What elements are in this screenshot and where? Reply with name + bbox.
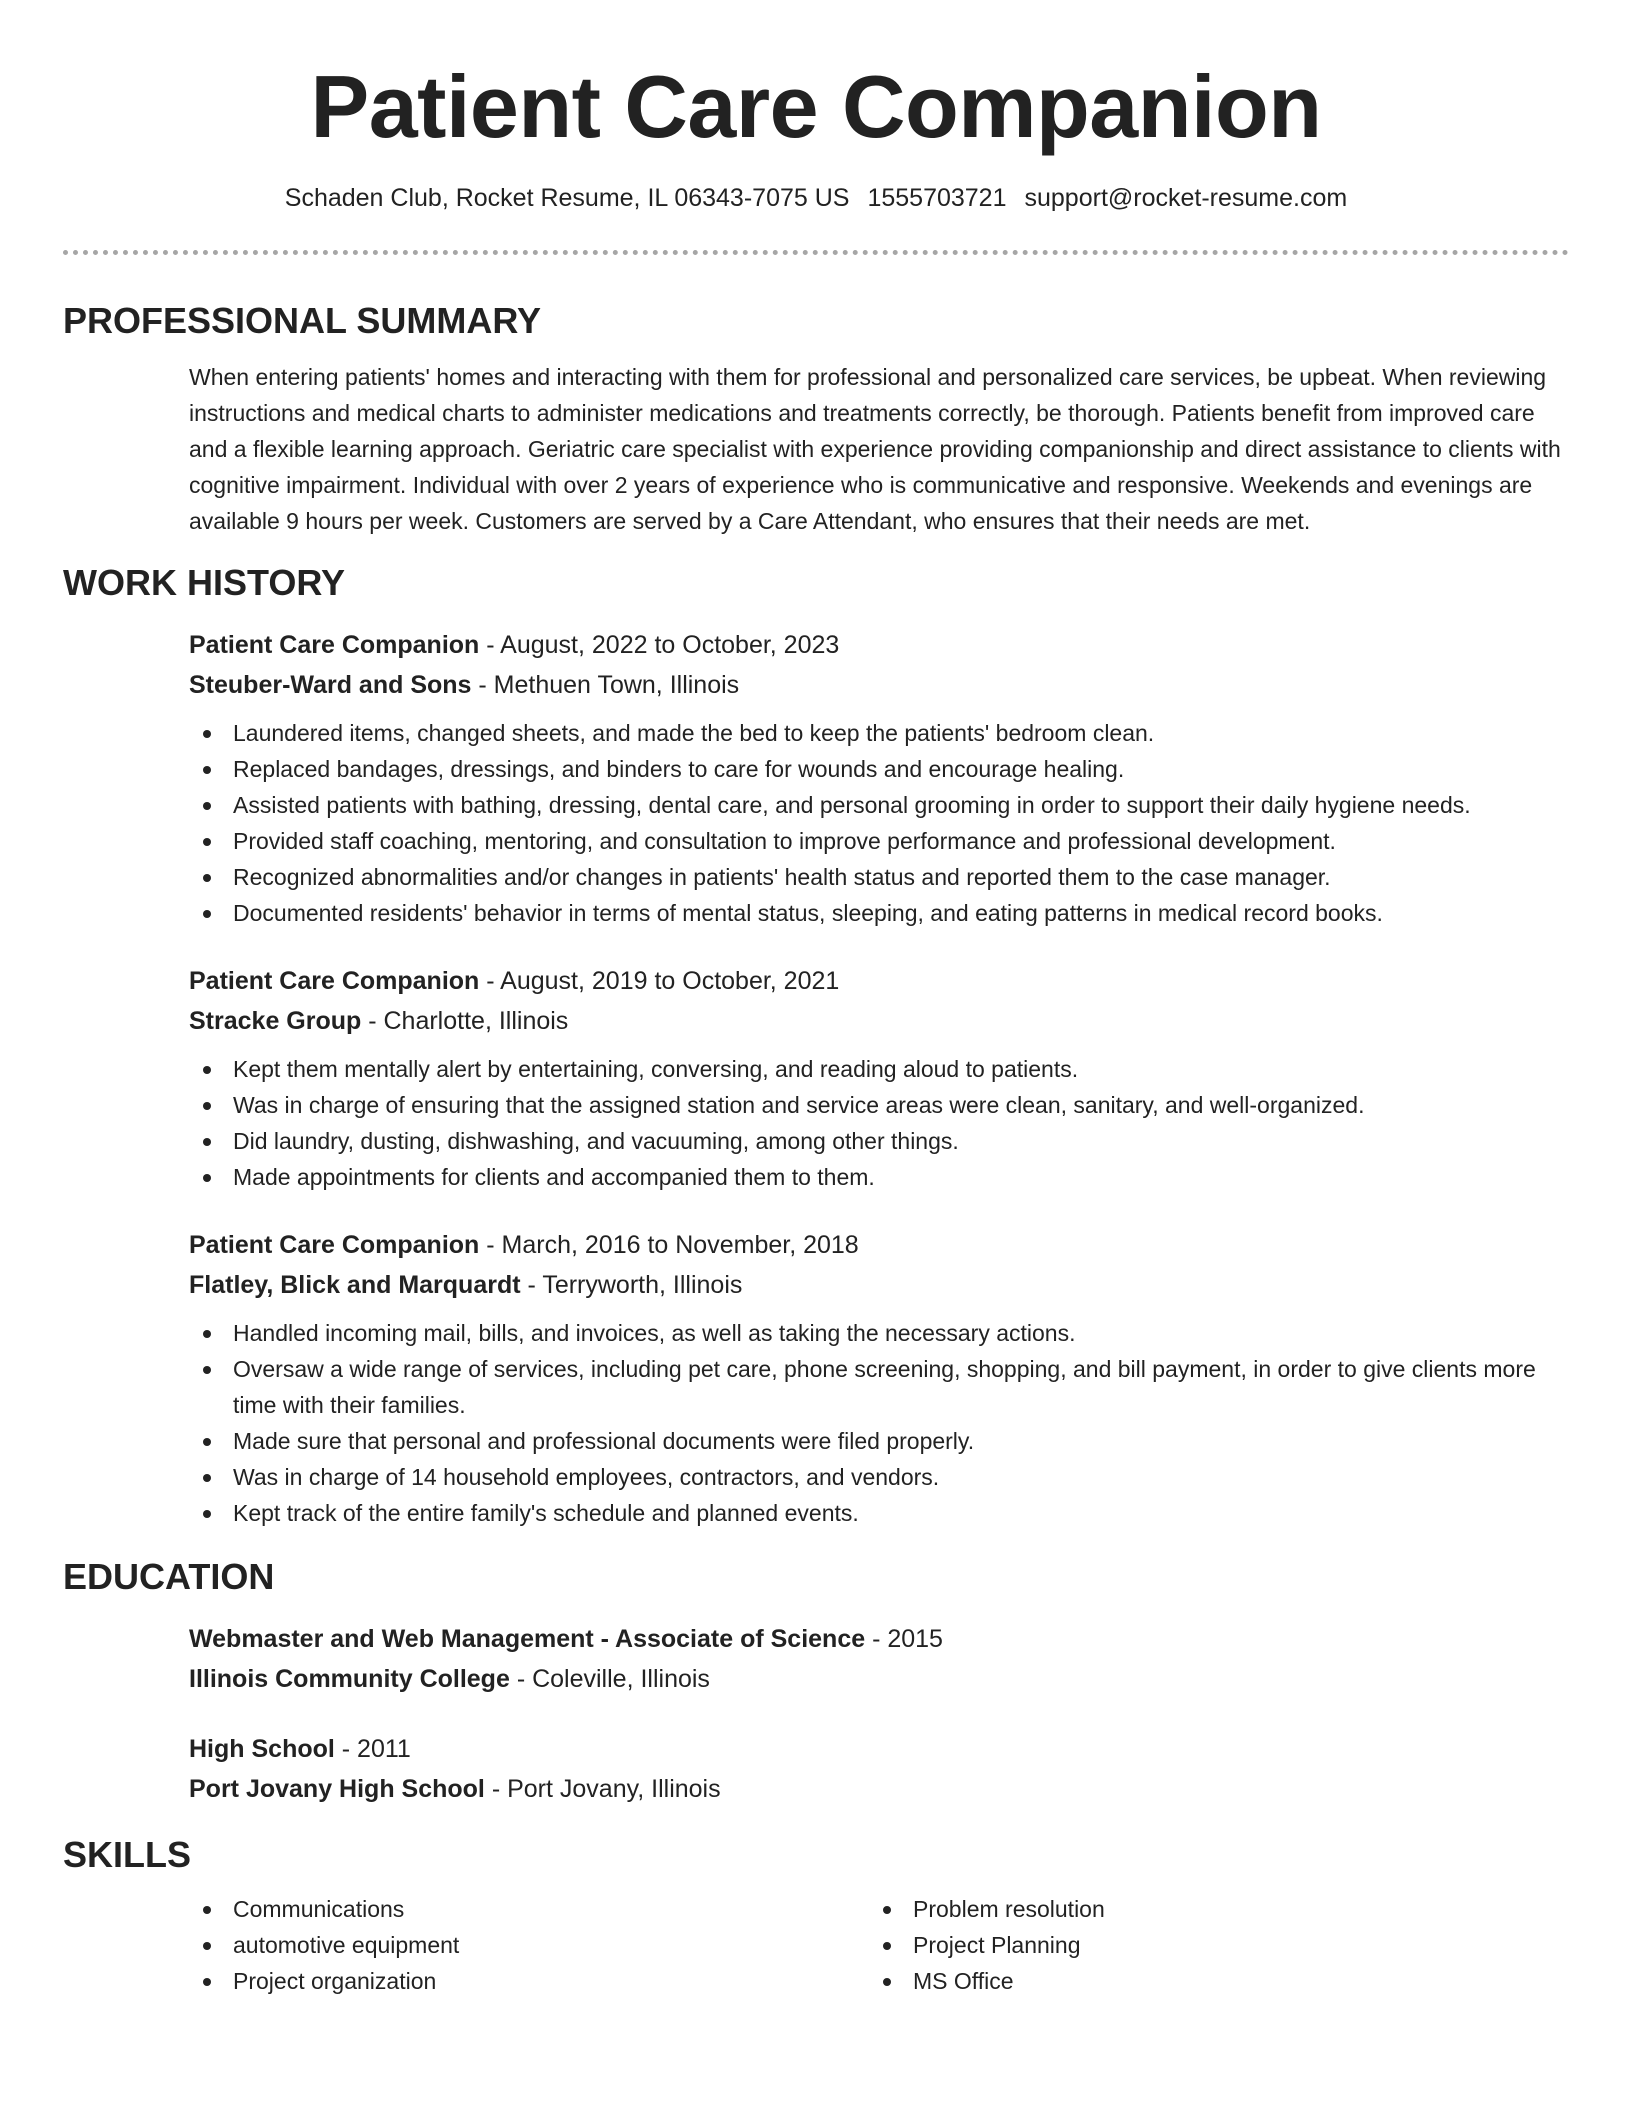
- list-item: Made sure that personal and professional documents were filed properly.: [233, 1423, 1569, 1459]
- list-item: Laundered items, changed sheets, and made the bed to keep the patients' bedroom clean.: [233, 715, 1569, 751]
- education-school-line: [189, 1769, 1569, 1809]
- education-entry: [189, 1729, 1569, 1809]
- contact-email: support@rocket-resume.com: [1024, 184, 1348, 212]
- job-company-line: [189, 665, 1569, 705]
- job-location: - Methuen Town, Illinois: [471, 671, 740, 699]
- list-item: Was in charge of ensuring that the assigned station and service areas were clean, sanitary, and well-organized.: [233, 1087, 1569, 1123]
- education-school: Illinois Community College: [189, 1665, 510, 1693]
- section-title-summary: PROFESSIONAL SUMMARY: [63, 300, 542, 341]
- education-location: - Port Jovany, Illinois: [484, 1775, 721, 1803]
- section-title-education: EDUCATION: [63, 1556, 275, 1597]
- list-item: Handled incoming mail, bills, and invoices, as well as taking the necessary actions.: [233, 1315, 1569, 1351]
- job-title-line: [189, 961, 1569, 1001]
- resume-name: Patient Care Companion: [310, 57, 1322, 156]
- list-item: Problem resolution: [913, 1891, 1569, 1927]
- skills-list: [189, 1891, 1569, 1999]
- education-degree: Webmaster and Web Management - Associate of Science: [189, 1625, 866, 1653]
- job-role: Patient Care Companion: [189, 631, 480, 659]
- list-item: Oversaw a wide range of services, including pet care, phone screening, shopping, and bill payment, in order to give clients more time with their families.: [233, 1351, 1569, 1423]
- list-item: Communications: [233, 1891, 869, 1927]
- job-company-line: [189, 1265, 1569, 1305]
- job-entry: [189, 625, 1569, 931]
- job-dates: - March, 2016 to November, 2018: [479, 1231, 859, 1259]
- skills-column-left: [189, 1891, 869, 1999]
- education-school: Port Jovany High School: [189, 1775, 485, 1803]
- education-school-line: [189, 1659, 1569, 1699]
- education-list: [189, 1619, 1569, 1809]
- list-item: Did laundry, dusting, dishwashing, and vacuuming, among other things.: [233, 1123, 1569, 1159]
- list-item: Provided staff coaching, mentoring, and consultation to improve performance and professional development.: [233, 823, 1569, 859]
- job-duties: [189, 1051, 1569, 1195]
- list-item: Assisted patients with bathing, dressing, dental care, and personal grooming in order to support their daily hygiene needs.: [233, 787, 1569, 823]
- job-location: - Terryworth, Illinois: [520, 1271, 743, 1299]
- job-role: Patient Care Companion: [189, 967, 480, 995]
- list-item: MS Office: [913, 1963, 1569, 1999]
- job-duties: [189, 715, 1569, 931]
- job-dates: - August, 2022 to October, 2023: [479, 631, 840, 659]
- list-item: Documented residents' behavior in terms of mental status, sleeping, and eating patterns in medical record books.: [233, 895, 1569, 931]
- list-item: Recognized abnormalities and/or changes in patients' health status and reported them to the case manager.: [233, 859, 1569, 895]
- job-entry: [189, 1225, 1569, 1531]
- job-company-line: [189, 1001, 1569, 1041]
- job-company: Stracke Group: [189, 1007, 362, 1035]
- job-title-line: [189, 1225, 1569, 1265]
- section-title-skills: SKILLS: [63, 1834, 192, 1875]
- education-year: - 2011: [334, 1735, 411, 1763]
- skills-column-right: [869, 1891, 1569, 1999]
- list-item: Was in charge of 14 household employees, contractors, and vendors.: [233, 1459, 1569, 1495]
- education-entry: [189, 1619, 1569, 1699]
- list-item: Kept track of the entire family's schedule and planned events.: [233, 1495, 1569, 1531]
- section-title-work-history: WORK HISTORY: [63, 562, 346, 603]
- list-item: Replaced bandages, dressings, and binders to care for wounds and encourage healing.: [233, 751, 1569, 787]
- job-dates: - August, 2019 to October, 2021: [479, 967, 840, 995]
- list-item: Project organization: [233, 1963, 869, 1999]
- education-degree-line: [189, 1619, 1569, 1659]
- summary-text: When entering patients' homes and interacting with them for professional and personalized care services, be upbeat. When reviewing instructions and medical charts to administer medications and treatments correctly, be thorough. Patients benefit from improved care and a flexible learning approach. Geriatric care specialist with experience providing companionship and direct assistance to clients with cognitive impairment. Individual with over 2 years of experience who is communicative and responsive. Weekends and evenings are available 9 hours per week. Customers are served by a Care Attendant, who ensures that their needs are met.: [189, 364, 1561, 534]
- contact-phone: 1555703721: [867, 184, 1007, 212]
- contact-line: [0, 180, 1632, 216]
- job-title-line: [189, 625, 1569, 665]
- job-company: Steuber-Ward and Sons: [189, 671, 472, 699]
- education-year: - 2015: [865, 1625, 943, 1653]
- job-company: Flatley, Blick and Marquardt: [189, 1271, 521, 1299]
- work-history: [189, 625, 1569, 1531]
- job-duties: [189, 1315, 1569, 1531]
- list-item: Project Planning: [913, 1927, 1569, 1963]
- job-location: - Charlotte, Illinois: [361, 1007, 569, 1035]
- contact-address: Schaden Club, Rocket Resume, IL 06343-7075 US: [284, 184, 850, 212]
- job-role: Patient Care Companion: [189, 1231, 480, 1259]
- header-divider: [63, 250, 1569, 255]
- list-item: Made appointments for clients and accompanied them to them.: [233, 1159, 1569, 1195]
- list-item: automotive equipment: [233, 1927, 869, 1963]
- education-degree: High School: [189, 1735, 335, 1763]
- education-location: - Coleville, Illinois: [509, 1665, 710, 1693]
- job-entry: [189, 961, 1569, 1195]
- education-degree-line: [189, 1729, 1569, 1769]
- list-item: Kept them mentally alert by entertaining, conversing, and reading aloud to patients.: [233, 1051, 1569, 1087]
